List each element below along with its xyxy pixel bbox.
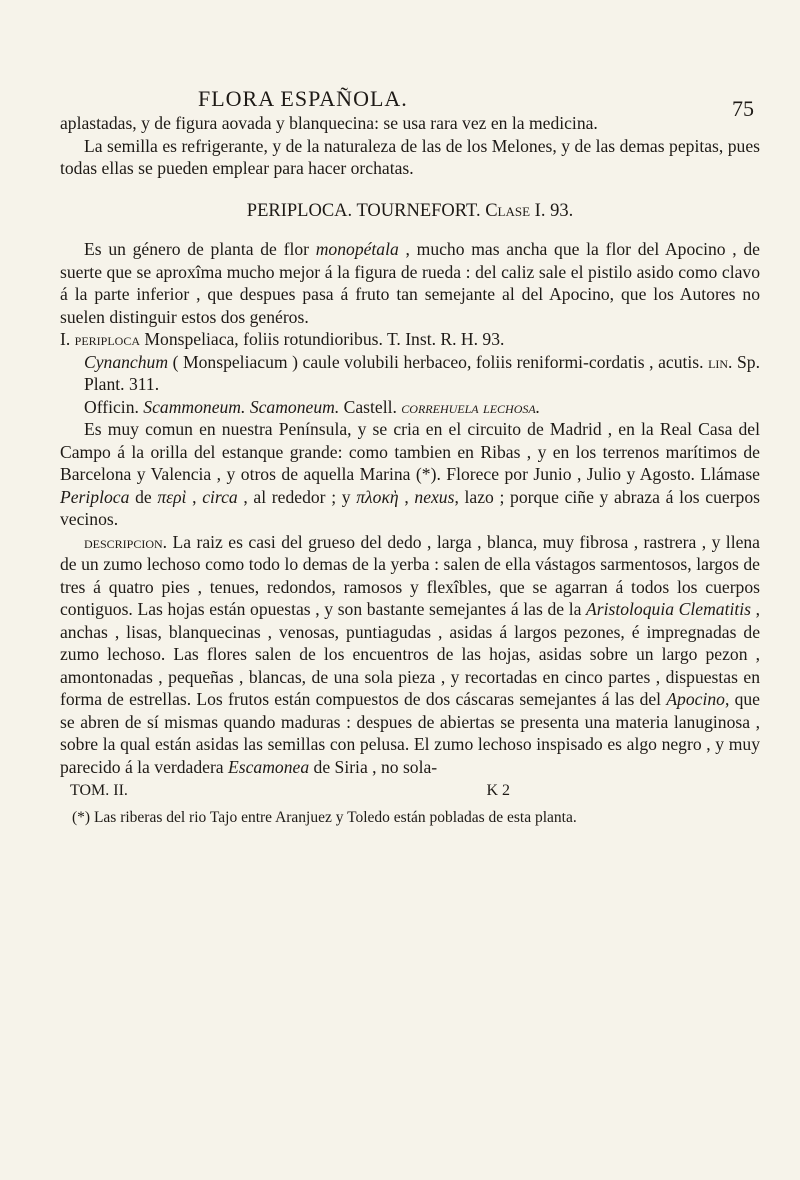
paragraph-habitat: Es muy comun en nuestra Península, y se cria en el circuito de Madrid , en la Real Casa del Campo á la orilla del estanque grande: como tambien en Ribas , y en los terrenos marítimos de Barcelona y Valencia , y otros de aquella Marina (*). Florece por Junio , Julio y Agosto. Llámase Periploca de περὶ , circa , al rededor ; y πλοκὴ , nexus, lazo ; porque ciñe y abraza á los cuerpos vecinos. [60, 419, 760, 529]
signature-mark: K 2 [486, 782, 510, 799]
paragraph-seed: La semilla es refrigerante, y de la naturaleza de las de los Melones, y de las demas pepitas, pues todas ellas se pueden emplear para hacer orchatas. [60, 135, 760, 178]
page-body [60, 112, 760, 829]
paragraph-continuation: aplastadas, y de figura aovada y blanquecina: se usa rara vez en la medicina. [60, 113, 598, 133]
species-entry: I. periploca Monspeliaca, foliis rotundioribus. T. Inst. R. H. 93. [60, 329, 505, 349]
volume-label: TOM. II. [70, 782, 128, 799]
footnote: (*) Las riberas del rio Tajo entre Aranjuez y Toledo están pobladas de esta planta. [72, 808, 577, 826]
officinal-names: Officin. Scammoneum. Scamoneum. Castell. correhuela lechosa. [84, 396, 541, 417]
paragraph-genus-description: Es un género de planta de flor monopétala , mucho mas ancha que la flor del Apocino , de suerte que se aproxîma mucho mejor á la figura de rueda : del caliz sale el pistilo asido como clavo á la parte inferior , que despues pasa á fruto tan semejante al del Apocino, que los Autores no suelen distinguir estos dos genéros. [60, 239, 760, 327]
running-title: FLORA ESPAÑOLA. [198, 86, 408, 111]
page-number: 75 [732, 96, 754, 121]
genus-heading: PERIPLOCA. TOURNEFORT. Clase I. 93. [246, 200, 574, 221]
page-footer [70, 780, 510, 803]
paragraph-description: descripcion. La raiz es casi del grueso del dedo , larga , blanca, muy fibrosa , rastrera , y llena de un zumo lechoso como todo lo demas de la yerba : salen de ella vástagos sarmentosos, largos de tres á quatro pies , tenues, redondos, ramosos y flexîbles, que se agarran á todos los cuerpos contiguos. Las hojas están opuestas , y son bastante semejantes á las de la Aristoloquia Clematitis , anchas , lisas, blanquecinas , venosas, puntiagudas , asidas á largos pezones, é impregnadas de zumo lechoso. Las flores salen de los encuentros de las hojas, asidas sobre un largo pezon , amontonadas , pequeñas , blancas, de una sola pieza , y recortadas en cinco partes , dispuestas en forma de estrellas. Los frutos están compuestos de dos cáscaras semejantes á las del Apocino, que se abren de sí mismas quando maduras : despues de abiertas se presenta una materia lanuginosa , sobre la qual están asidas las semillas con pelusa. El zumo lechoso inspisado es algo negro , y muy parecido á la verdadera Escamonea de Siria , no sola- [60, 531, 761, 777]
synonym-entry: Cynanchum ( Monspeliacum ) caule volubili herbaceo, foliis reniformi-cordatis , acutis. lin. Sp. Plant. 311. [84, 351, 760, 394]
